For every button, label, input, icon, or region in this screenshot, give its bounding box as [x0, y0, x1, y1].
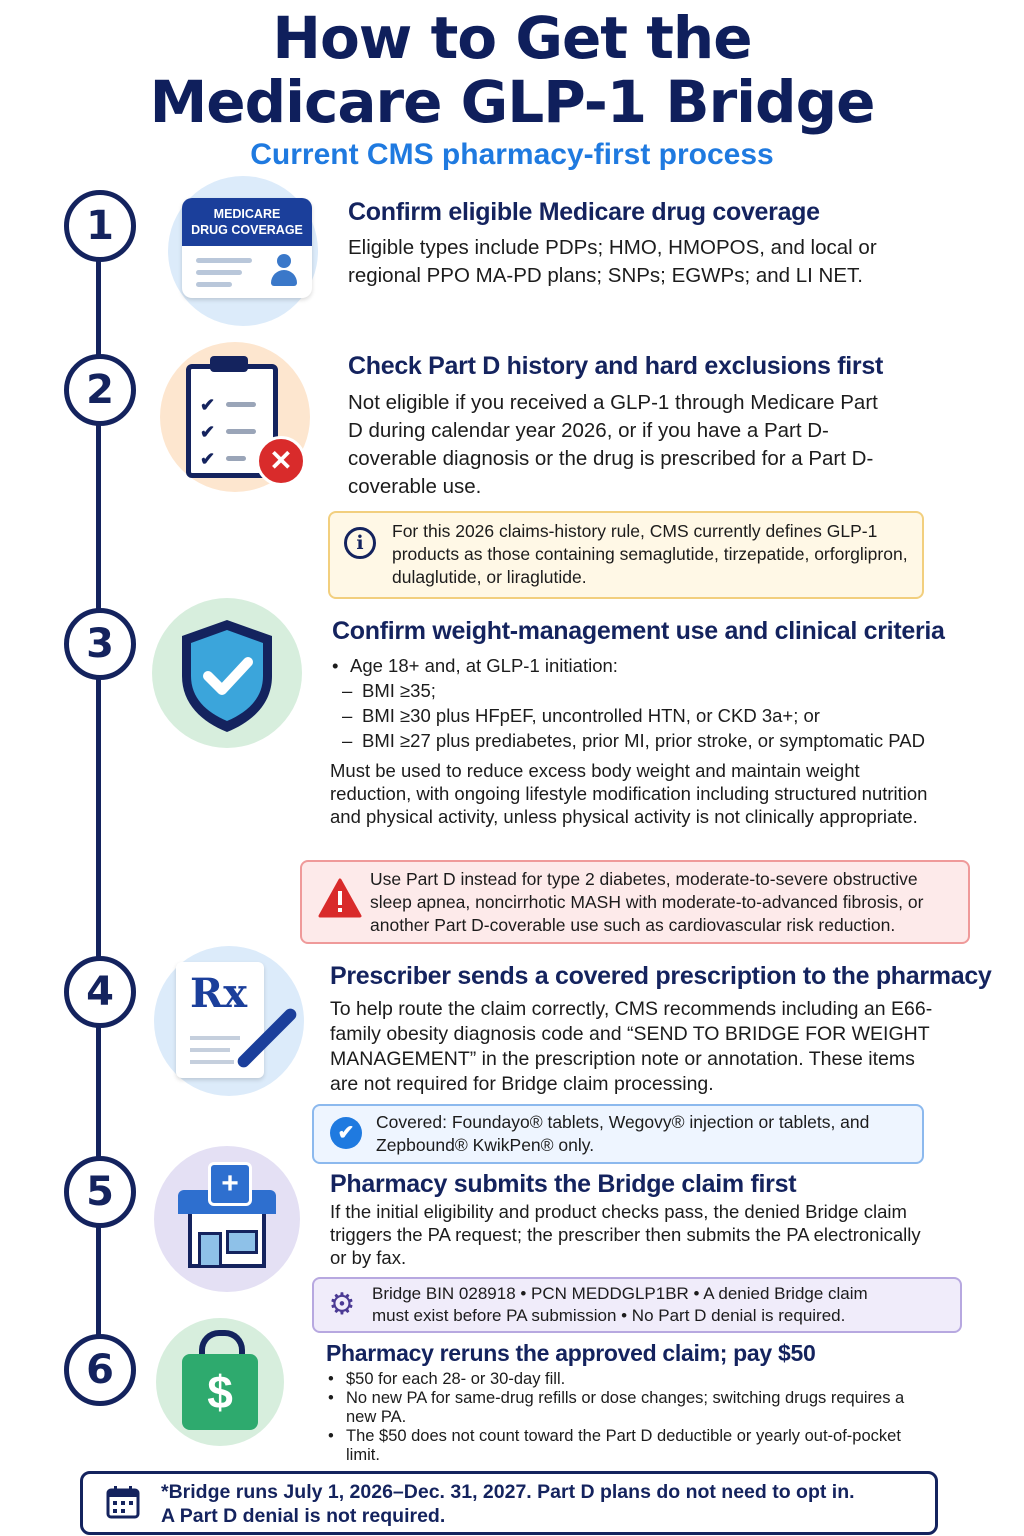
footer-note — [80, 1471, 938, 1535]
criteria-item: – BMI ≥35; — [342, 678, 970, 703]
rx-symbol: Rx — [190, 970, 248, 1017]
glp1-definition-callout — [328, 511, 924, 599]
pharmacy-store-icon: + — [154, 1146, 300, 1292]
title-line-2: Medicare GLP-1 Bridge — [149, 68, 875, 136]
step-4-number: 4 — [64, 956, 136, 1028]
step-3-criteria — [330, 653, 970, 753]
bridge-bin-callout — [312, 1277, 962, 1333]
check-circle-icon: ✔ — [330, 1117, 362, 1149]
refill-bullet: • No new PA for same-drug refills or dose changes; switching drugs requires a new PA. — [326, 1389, 916, 1427]
card-line-2: DRUG COVERAGE — [191, 223, 303, 237]
info-icon: i — [344, 527, 376, 559]
step-5-title: Pharmacy submits the Bridge claim first — [330, 1170, 797, 1198]
step-2-title: Check Part D history and hard exclusions first — [348, 352, 883, 380]
bin-line-2: must exist before PA submission • No Part D denial is required. — [372, 1306, 846, 1325]
step-3-number: 3 — [64, 608, 136, 680]
step-1-title: Confirm eligible Medicare drug coverage — [348, 198, 820, 226]
part-d-warning-text: Use Part D instead for type 2 diabetes, moderate-to-severe obstructive sleep apnea, noncirrhotic MASH with moderate-to-advanced fibrosis, or another Part D-coverable use such as cardiovascular risk reduction. — [370, 869, 924, 935]
card-line-1: MEDICARE — [213, 207, 281, 221]
step-3-body: Must be used to reduce excess body weight and maintain weight reduction, with ongoing lifestyle modification including structured nutrition and physical activity, unless physical activity is not clinically appropriate. — [330, 760, 928, 827]
gear-icon: ⚙ — [328, 1288, 356, 1321]
footer-line-1: *Bridge runs July 1, 2026–Dec. 31, 2027. Part D plans do not need to opt in. — [161, 1481, 855, 1503]
step-6-bullets — [326, 1370, 916, 1465]
step-1-body: Eligible types include PDPs; HMO, HMOPOS, and local or regional PPO MA-PD plans; SNPs; EGWPs; and LI NET. — [348, 236, 877, 287]
criteria-item: – BMI ≥30 plus HFpEF, uncontrolled HTN, or CKD 3a+; or — [342, 703, 970, 728]
calendar-icon — [105, 1484, 141, 1520]
criteria-item: – BMI ≥27 plus prediabetes, prior MI, prior stroke, or symptomatic PAD — [342, 728, 970, 753]
step-5-number: 5 — [64, 1156, 136, 1228]
step-6-number: 6 — [64, 1334, 136, 1406]
step-3-title: Confirm weight-management use and clinical criteria — [332, 617, 945, 645]
step-6-title: Pharmacy reruns the approved claim; pay $50 — [326, 1340, 816, 1366]
page-subtitle: Current CMS pharmacy-first process — [250, 138, 774, 171]
step-2-number: 2 — [64, 354, 136, 426]
bin-line-1: Bridge BIN 028918 • PCN MEDDGLP1BR • A denied Bridge claim — [372, 1284, 868, 1303]
step-1-number: 1 — [64, 190, 136, 262]
covered-products-callout — [312, 1104, 924, 1164]
step-5-body: If the initial eligibility and product checks pass, the denied Bridge claim triggers the PA request; the prescriber then submits the PA electronically or by fax. — [330, 1201, 921, 1268]
deductible-bullet: • The $50 does not count toward the Part D deductible or yearly out-of-pocket limit. — [326, 1427, 916, 1465]
shopping-bag-dollar-icon: $ — [156, 1318, 284, 1446]
page-title — [0, 6, 1024, 134]
prescription-icon — [154, 946, 304, 1096]
step-4-body: To help route the claim correctly, CMS recommends including an E66-family obesity diagnosis code and “SEND TO BRIDGE FOR WEIGHT MANAGEMENT” in the prescription note or annotation. These items are not required for Bridge claim processing. — [330, 998, 933, 1095]
glp1-definition-text: For this 2026 claims-history rule, CMS currently defines GLP-1 products as those containing semaglutide, tirzepatide, orforglipron, dulaglutide, or liraglutide. — [392, 521, 908, 587]
part-d-warning-callout — [300, 860, 970, 944]
step-4-title: Prescriber sends a covered prescription to the pharmacy — [330, 962, 992, 990]
clipboard-exclusion-icon: ✔ ✔ ✔ ✕ — [160, 342, 310, 492]
warning-icon — [318, 878, 362, 918]
step-2-body: Not eligible if you received a GLP-1 through Medicare Part D during calendar year 2026, or if you have a Part D-coverable diagnosis or the drug is prescribed for a Part D-coverable use. — [348, 391, 878, 498]
title-line-1: How to Get the — [272, 4, 752, 72]
footer-line-2: A Part D denial is not required. — [161, 1505, 446, 1527]
fee-bullet: • $50 for each 28- or 30-day fill. — [326, 1370, 916, 1389]
medicare-card-icon — [168, 176, 318, 326]
age-bullet: • Age 18+ and, at GLP-1 initiation: — [330, 653, 970, 678]
shield-check-icon — [152, 598, 302, 748]
covered-products-text: Covered: Foundayo® tablets, Wegovy® injection or tablets, and Zepbound® KwikPen® only. — [376, 1112, 870, 1155]
